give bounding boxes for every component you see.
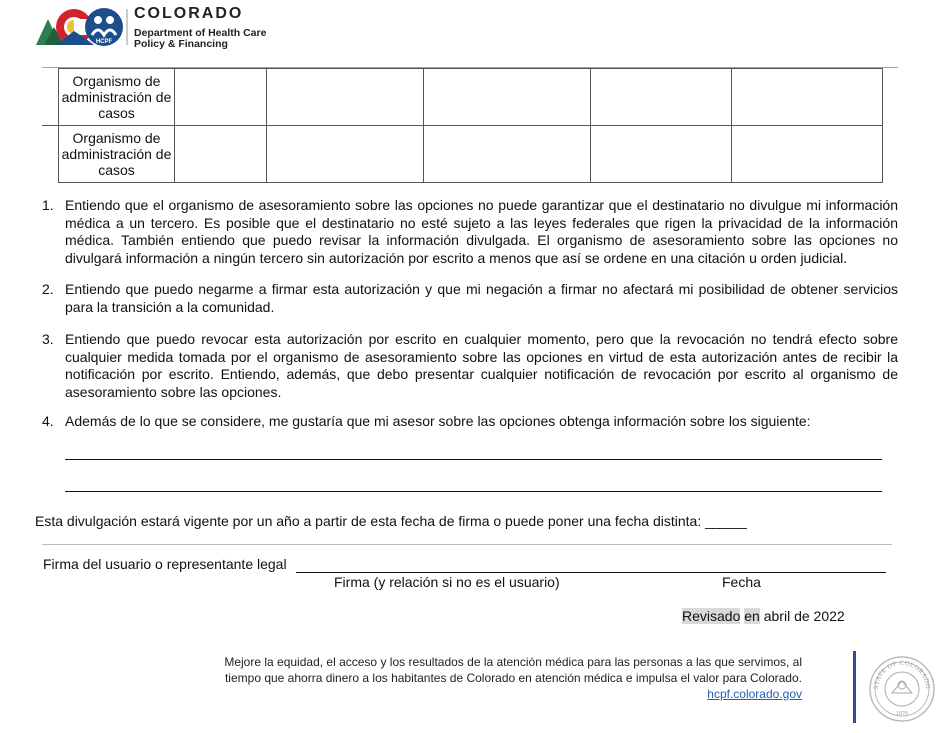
list-number: 3. bbox=[42, 331, 54, 347]
table-cell[interactable] bbox=[591, 69, 732, 126]
table-cell[interactable] bbox=[591, 126, 732, 183]
list-text: Entiendo que puedo negarme a firmar esta autorización y que mi negación a firmar no afectará mi posibilidad de obtener servicios para la transición a la comunidad. bbox=[65, 281, 898, 315]
list-item bbox=[42, 197, 898, 267]
table-cell[interactable] bbox=[732, 126, 883, 183]
write-in-line[interactable] bbox=[65, 491, 882, 492]
list-text: Entiendo que el organismo de asesoramiento sobre las opciones no puede garantizar que el destinatario no divulgue mi información médica a un tercero. Es posible que el destinatario no esté sujeto a las leyes federales que rigen la privacidad de la información médica. También entiendo que puedo revisar la información divulgada. El organismo de asesoramiento sobre las opciones no divulgará información a ningún tercero sin autorización por escrito a menos que así se ordene en una citación u orden judicial. bbox=[65, 197, 898, 266]
revision-word: Revisado bbox=[682, 608, 741, 624]
table-cell[interactable] bbox=[424, 69, 591, 126]
revision-note bbox=[682, 608, 845, 624]
list-number: 1. bbox=[42, 197, 54, 213]
footer-accent-bar bbox=[853, 651, 856, 723]
list-number: 4. bbox=[42, 413, 54, 429]
list-number: 2. bbox=[42, 281, 54, 297]
signature-caption: Firma (y relación si no es el usuario) bbox=[334, 574, 560, 590]
agency-table bbox=[42, 68, 883, 183]
table-cell[interactable] bbox=[267, 126, 424, 183]
validity-statement bbox=[35, 513, 746, 529]
footer-line: tiempo que ahorra dinero a los habitantes de Colorado en atención médica e impulsa el valor para Colorado. bbox=[224, 671, 802, 685]
table-cell[interactable] bbox=[267, 69, 424, 126]
hcpf-badge-text: HCPF bbox=[95, 39, 113, 45]
table-cell[interactable] bbox=[175, 126, 267, 183]
footer-line: Mejore la equidad, el acceso y los resultados de la atención médica para las personas a las que servimos, al bbox=[224, 655, 802, 669]
date-caption: Fecha bbox=[722, 574, 761, 590]
table-cell[interactable] bbox=[732, 69, 883, 126]
list-item bbox=[42, 413, 898, 431]
state-name: COLORADO bbox=[134, 5, 244, 22]
table-row bbox=[42, 126, 883, 183]
table-row bbox=[42, 69, 883, 126]
list-text: Entiendo que puedo revocar esta autorización por escrito en cualquier momento, pero que la revocación no tendrá efecto sobre cualquier medida tomada por el organismo de asesoramiento sobre las opciones en virtud de esta autorización antes de recibir la notificación por escrito. Entiendo, además, que debo presentar cualquier notificación de revocación por escrito al organismo de asesoramiento sobre las opciones. bbox=[65, 331, 898, 400]
seal-year: 1876 bbox=[896, 711, 908, 717]
revision-date: abril de 2022 bbox=[763, 608, 845, 624]
footer-mission bbox=[150, 654, 802, 702]
list-text: Además de lo que se considere, me gustaría que mi asesor sobre las opciones obtenga información sobre los siguiente: bbox=[65, 413, 811, 429]
department-line-2: Policy & Financing bbox=[134, 38, 228, 50]
seal-text: STATE OF COLORADO bbox=[872, 659, 932, 690]
footer-website-link[interactable]: hcpf.colorado.gov bbox=[707, 687, 802, 701]
write-in-line[interactable] bbox=[65, 459, 882, 460]
signature-line[interactable] bbox=[296, 572, 886, 573]
department-line-1: Department of Health Care bbox=[134, 27, 267, 39]
table-cell[interactable] bbox=[175, 69, 267, 126]
revision-word: en bbox=[744, 608, 760, 624]
section-divider bbox=[42, 544, 892, 545]
table-cell bbox=[42, 69, 59, 126]
state-seal-icon bbox=[868, 655, 936, 723]
table-cell[interactable] bbox=[424, 126, 591, 183]
alternate-date-field[interactable]: ______ bbox=[705, 513, 746, 529]
signature-label: Firma del usuario o representante legal bbox=[43, 556, 287, 572]
agency-label-cell: Organismo de administración de casos bbox=[59, 126, 175, 183]
validity-text: Esta divulgación estará vigente por un año a partir de esta fecha de firma o puede poner una fecha distinta: bbox=[35, 513, 702, 529]
table-cell bbox=[42, 126, 59, 183]
list-item bbox=[42, 281, 898, 316]
agency-label-cell: Organismo de administración de casos bbox=[59, 69, 175, 126]
list-item bbox=[42, 331, 898, 401]
